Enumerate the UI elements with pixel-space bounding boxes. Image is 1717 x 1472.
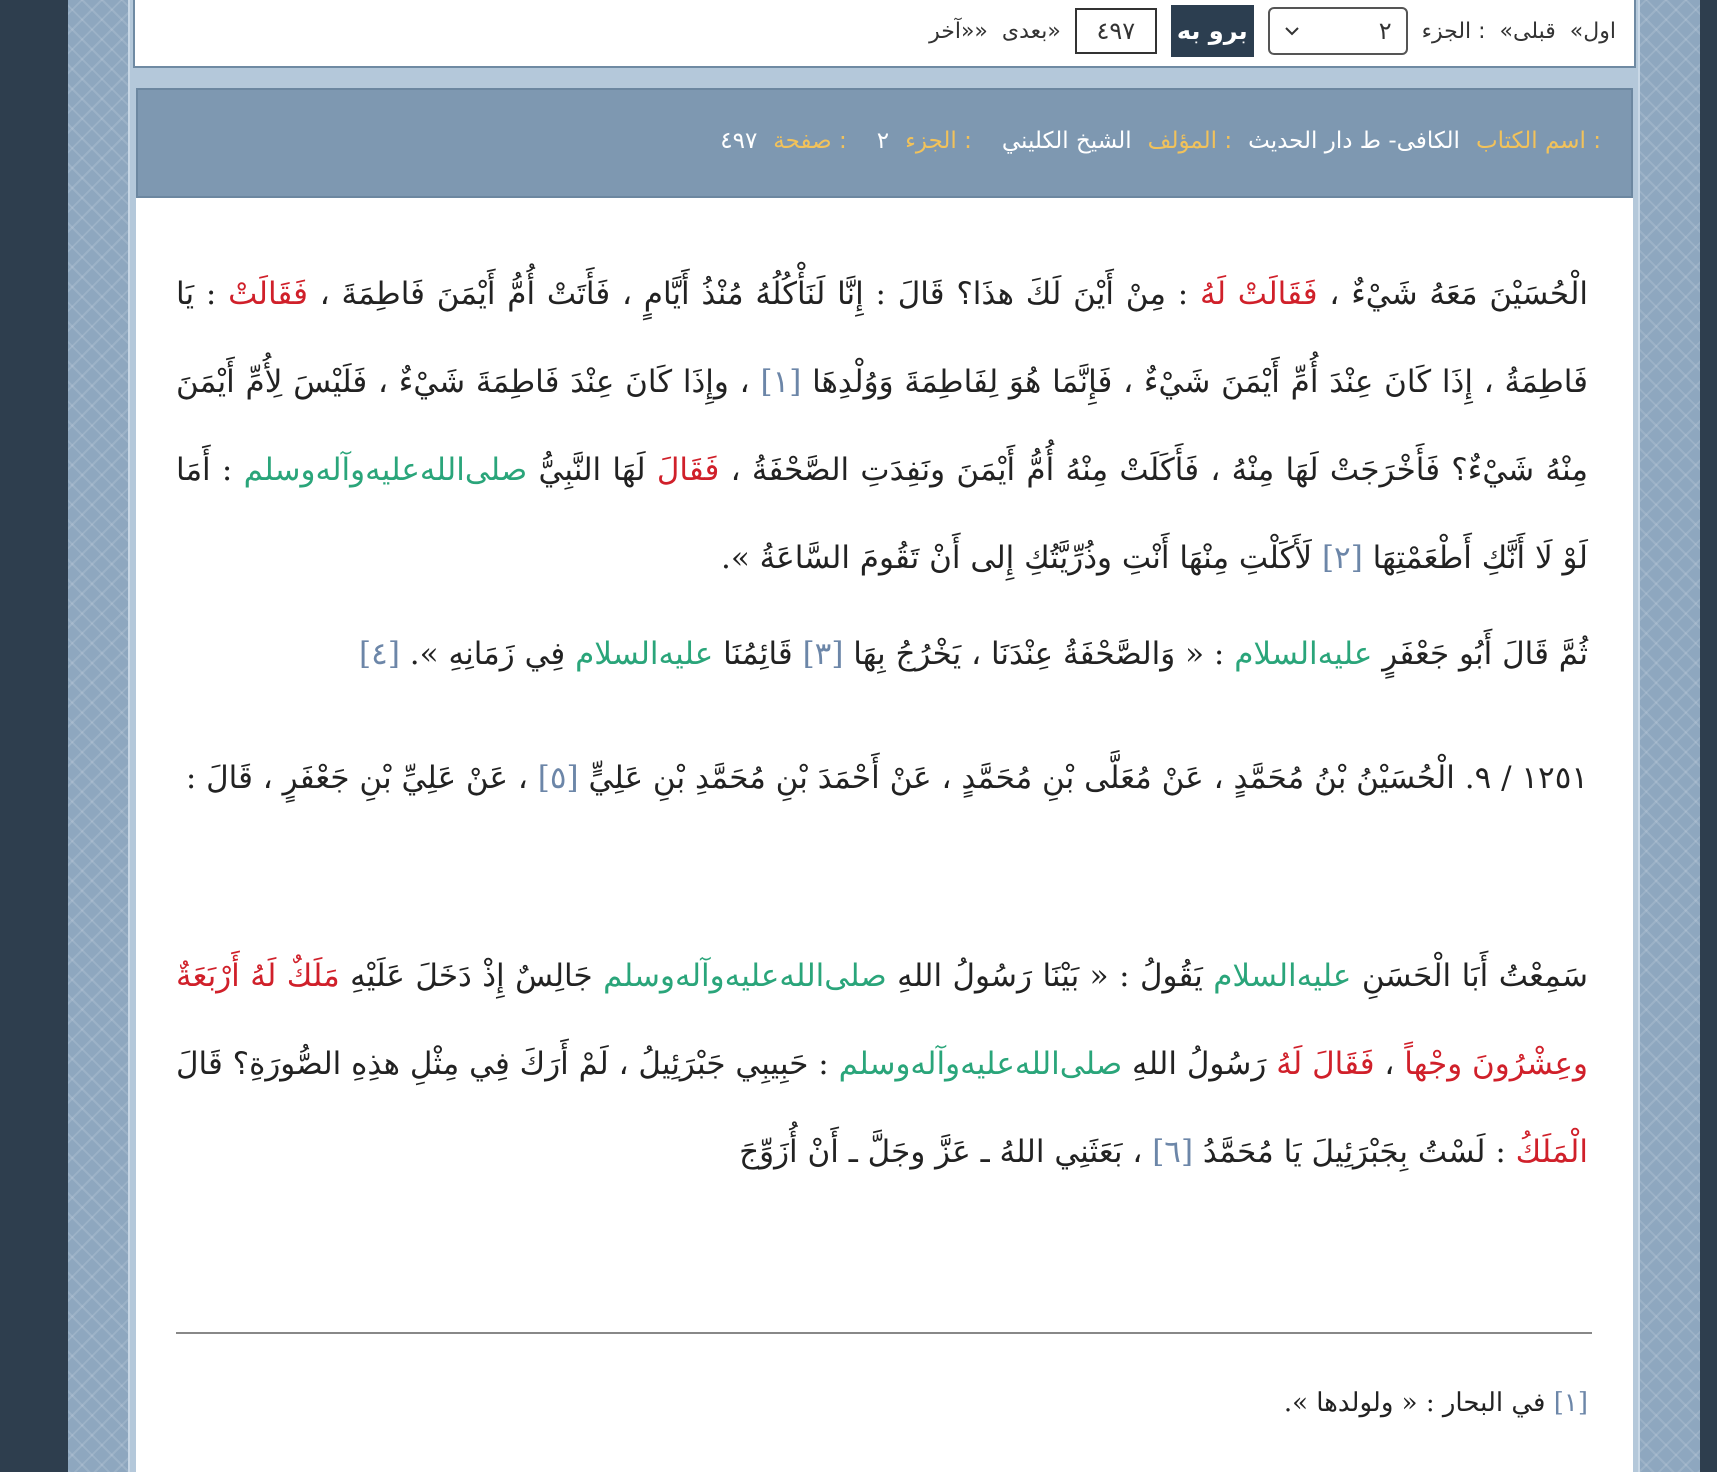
honorific-green: صلى‌الله‌عليه‌وآله‌وسلم [838,1046,1123,1082]
book-info-header [136,88,1633,198]
paragraph-2 [176,610,1588,698]
text-span: قَائِمُنَا [713,636,803,672]
paragraph-1 [176,250,1588,602]
text-span: : حَبِيبِي جَبْرَئِيلُ ، لَمْ أَرَكَ فِي مِثْلِ هذِهِ الصُّورَةِ؟ قَالَ [176,1046,839,1082]
footnote-ref-1[interactable]: [١] [760,364,802,400]
text-span: لَهَا النَّبِيُّ [527,452,657,488]
pagination-bar [133,0,1636,68]
page-number-input[interactable]: ٤٩٧ [1075,8,1157,54]
first-page-link[interactable]: «اول [1569,18,1616,44]
footnote-text: في البحار : « ولولدها ». [1283,1388,1554,1418]
honorific-green: صلى‌الله‌عليه‌وآله‌وسلم [603,958,887,994]
part-select-value: ٢ [1378,17,1392,45]
text-span: ثُمَّ قَالَ أَبُو جَعْفَرٍ [1372,636,1588,672]
highlight-red: فَقَالَ [656,452,720,488]
part-label-header: الجزء : [905,128,972,154]
highlight-red: مَلَكٌ لَهُ أَرْبَعَةٌ وعِشْرُونَ وجْهاً [176,958,1588,1082]
footnote-ref-5[interactable]: [٥] [537,760,579,796]
highlight-red: فَقَالَ لَهُ [1276,1046,1375,1082]
book-content [136,198,1633,1472]
text-span: ، عَنْ عَلِيِّ بْنِ جَعْفَرٍ ، قَالَ : [185,760,538,796]
part-select[interactable] [1268,7,1408,55]
highlight-red: الْمَلَكُ [1515,1134,1588,1170]
text-span: جَالِسٌ إِذْ دَخَلَ عَلَيْهِ [339,958,604,994]
text-span: : مِنْ أَيْنَ لَكَ هذَا؟ قَالَ : إِنَّا لَنَأْكُلُهُ مُنْذُ أَيَّامٍ ، فَأَتَتْ أُمُّ أَيْمَنَ فَاطِمَةَ ، [307,276,1200,312]
text-span: لَأَكَلْتِ مِنْهَا أَنْتِ وذُرِّيَّتُكِ إِلى أَنْ تَقُومَ السَّاعَةُ ». [720,540,1322,576]
text-span: يَقُولُ : « بَيْنَا رَسُولُ اللهِ [886,958,1214,994]
prev-page-link[interactable]: «قبلی [1499,18,1556,44]
text-span: الْحُسَيْنَ مَعَهُ شَيْءٌ ، [1317,276,1588,312]
text-span: : لَسْتُ بِجَبْرَئِيلَ يَا مُحَمَّدُ [1193,1134,1516,1170]
text-span: : يَا فَاطِمَةُ ، إِذَا كَانَ عِنْدَ أُمِّ أَيْمَنَ شَيْءٌ ، فَإِنَّمَا هُوَ لِفَاطِمَةَ وَوُلْدِهَا [176,276,1589,400]
footnote-number: [١] [1553,1388,1588,1418]
text-span: سَمِعْتُ أَبَا الْحَسَنِ [1351,958,1588,994]
author-label: المؤلف : [1147,128,1233,154]
honorific-green: عليه‌السلام [1234,636,1373,672]
footnote-1 [176,1388,1588,1418]
text-span: ، بَعَثَنِي اللهُ ـ عَزَّ وجَلَّ ـ أَنْ أُزَوِّجَ [739,1134,1153,1170]
honorific-green: صلى‌الله‌عليه‌وآله‌وسلم [243,452,528,488]
go-to-button[interactable]: برو به [1171,5,1254,57]
text-span: : أَمَا لَوْ لَا أَنَّكِ أَطْعَمْتِهَا [176,452,1588,576]
part-label: الجزء : [1421,18,1486,44]
text-span: فِي زَمَانِهِ ». [399,636,576,672]
last-page-link[interactable]: آخر»» [929,18,988,44]
honorific-green: عليه‌السلام [1213,958,1352,994]
text-span: ، وإِذَا كَانَ عِنْدَ فَاطِمَةَ شَيْءٌ ، فَلَيْسَ لِأُمِّ أَيْمَنَ مِنْهُ شَيْءٌ؟ فَأَخْرَجَتْ لَهَا مِنْهُ ، فَأَكَلَتْ مِنْهُ أُمُّ أَيْمَنَ ونَفِدَتِ الصَّحْفَةُ ، [176,364,1588,488]
chevron-down-icon [1284,23,1300,39]
footnote-ref-6[interactable]: [٦] [1152,1134,1194,1170]
text-span: ، [1374,1046,1405,1082]
page-label-header: صفحة : [773,128,847,154]
paragraph-3 [176,734,1588,822]
highlight-red: فَقَالَتْ لَهُ [1199,276,1318,312]
footnote-ref-2[interactable]: [٢] [1321,540,1363,576]
page-value-header: ٤٩٧ [720,128,758,154]
book-name-label: اسم الكتاب : [1475,128,1601,154]
author-value: الشيخ الكليني [1001,128,1132,154]
next-page-link[interactable]: بعدی» [1001,18,1061,44]
honorific-green: عليه‌السلام [575,636,714,672]
text-span: رَسُولُ اللهِ [1122,1046,1277,1082]
footnote-ref-3[interactable]: [٣] [802,636,844,672]
book-name-value: الكافی- ط دار الحديث [1248,128,1460,154]
text-span: ١٢٥١ / ٩. الْحُسَيْنُ بْنُ مُحَمَّدٍ ، عَنْ مُعَلَّى بْنِ مُحَمَّدٍ ، عَنْ أَحْمَدَ بْنِ مُحَمَّدِ بْنِ عَلِيٍّ [578,760,1588,796]
highlight-red: فَقَالَتْ [228,276,308,312]
paragraph-4 [176,932,1588,1196]
footnote-ref-4[interactable]: [٤] [359,636,400,672]
part-value-header: ٢ [876,128,890,154]
footnote-divider [176,1332,1592,1334]
text-span: : « وَالصَّحْفَةُ عِنْدَنَا ، يَخْرُجُ بِهَا [843,636,1235,672]
